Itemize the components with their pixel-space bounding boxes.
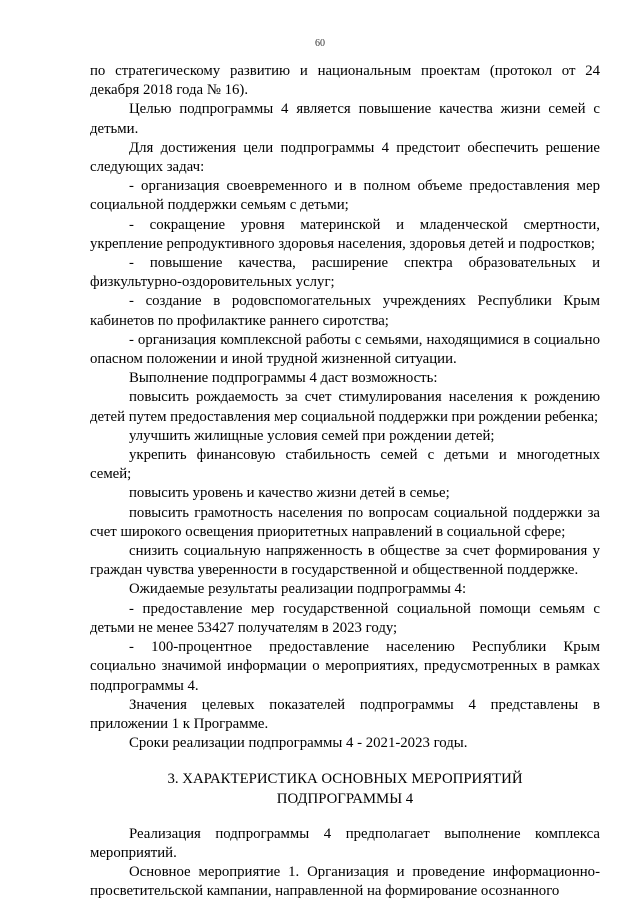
task-item: - организация своевременного и в полном объеме предоставления мер социальной поддержки семьям с детьми; xyxy=(90,178,600,214)
opportunity-item: укрепить финансовую стабильность семей с детьми и многодетных семей; xyxy=(90,447,600,483)
paragraph-timeline: Сроки реализации подпрограммы 4 - 2021-2023 годы. xyxy=(129,735,468,752)
section-heading-line2: ПОДПРОГРАММЫ 4 xyxy=(276,790,414,807)
paragraph-goal: Целью подпрограммы 4 является повышение качества жизни семей с детьми. xyxy=(90,101,600,137)
page-number: 60 xyxy=(315,38,325,49)
paragraph-main-activity: Основное мероприятие 1. Организация и проведение информационно-просветительской кампании, направленной на формирование осознанного xyxy=(90,864,600,900)
result-item: - 100-процентное предоставление населению Республики Крым социально значимой информации о мероприятиях, предусмотренных в рамках подпрограммы 4. xyxy=(90,639,600,694)
paragraph-implementation: Реализация подпрограммы 4 предполагает выполнение комплекса мероприятий. xyxy=(90,825,600,861)
section-heading xyxy=(90,770,600,808)
task-item: - организация комплексной работы с семьями, находящимися в социально опасном положении и иной трудной жизненной ситуации. xyxy=(90,331,600,368)
opportunity-item: повысить уровень и качество жизни детей в семье; xyxy=(129,485,450,502)
task-item: - создание в родовспомогательных учреждениях Республики Крым кабинетов по профилактике раннего сиротства; xyxy=(90,293,600,329)
paragraph-results-intro: Ожидаемые результаты реализации подпрограммы 4: xyxy=(129,581,467,598)
paragraph-continuation: по стратегическому развитию и национальным проектам (протокол от 24 декабря 2018 года № 16). xyxy=(90,63,600,99)
paragraph-indicators: Значения целевых показателей подпрограммы 4 представлены в приложении 1 к Программе. xyxy=(90,696,600,732)
opportunity-item: улучшить жилищные условия семей при рождении детей; xyxy=(129,427,495,444)
section-heading-line1: 3. ХАРАКТЕРИСТИКА ОСНОВНЫХ МЕРОПРИЯТИЙ xyxy=(167,771,523,788)
task-item: - сокращение уровня материнской и младенческой смертности, укрепление репродуктивного здоровья населения, здоровья детей и подростков; xyxy=(90,216,600,252)
paragraph-tasks-intro: Для достижения цели подпрограммы 4 предстоит обеспечить решение следующих задач: xyxy=(90,139,600,176)
opportunity-item: повысить рождаемость за счет стимулирования населения к рождению детей путем предоставления мер социальной поддержки при рождении ребенка; xyxy=(90,389,600,425)
opportunity-item: повысить грамотность населения по вопросам социальной поддержки за счет широкого освещения приоритетных направлений в социальной сфере; xyxy=(90,504,600,540)
task-item: - повышение качества, расширение спектра образовательных и физкультурно-оздоровительных услуг; xyxy=(90,255,600,291)
result-item: - предоставление мер государственной социальной помощи семьям с детьми не менее 53427 получателям в 2023 году; xyxy=(90,600,600,636)
document-body xyxy=(90,62,600,902)
paragraph-opportunities-intro: Выполнение подпрограммы 4 даст возможность: xyxy=(129,370,438,387)
opportunity-item: снизить социальную напряженность в обществе за счет формирования у граждан чувства уверенности в государственной и общественной поддержке. xyxy=(90,543,600,579)
